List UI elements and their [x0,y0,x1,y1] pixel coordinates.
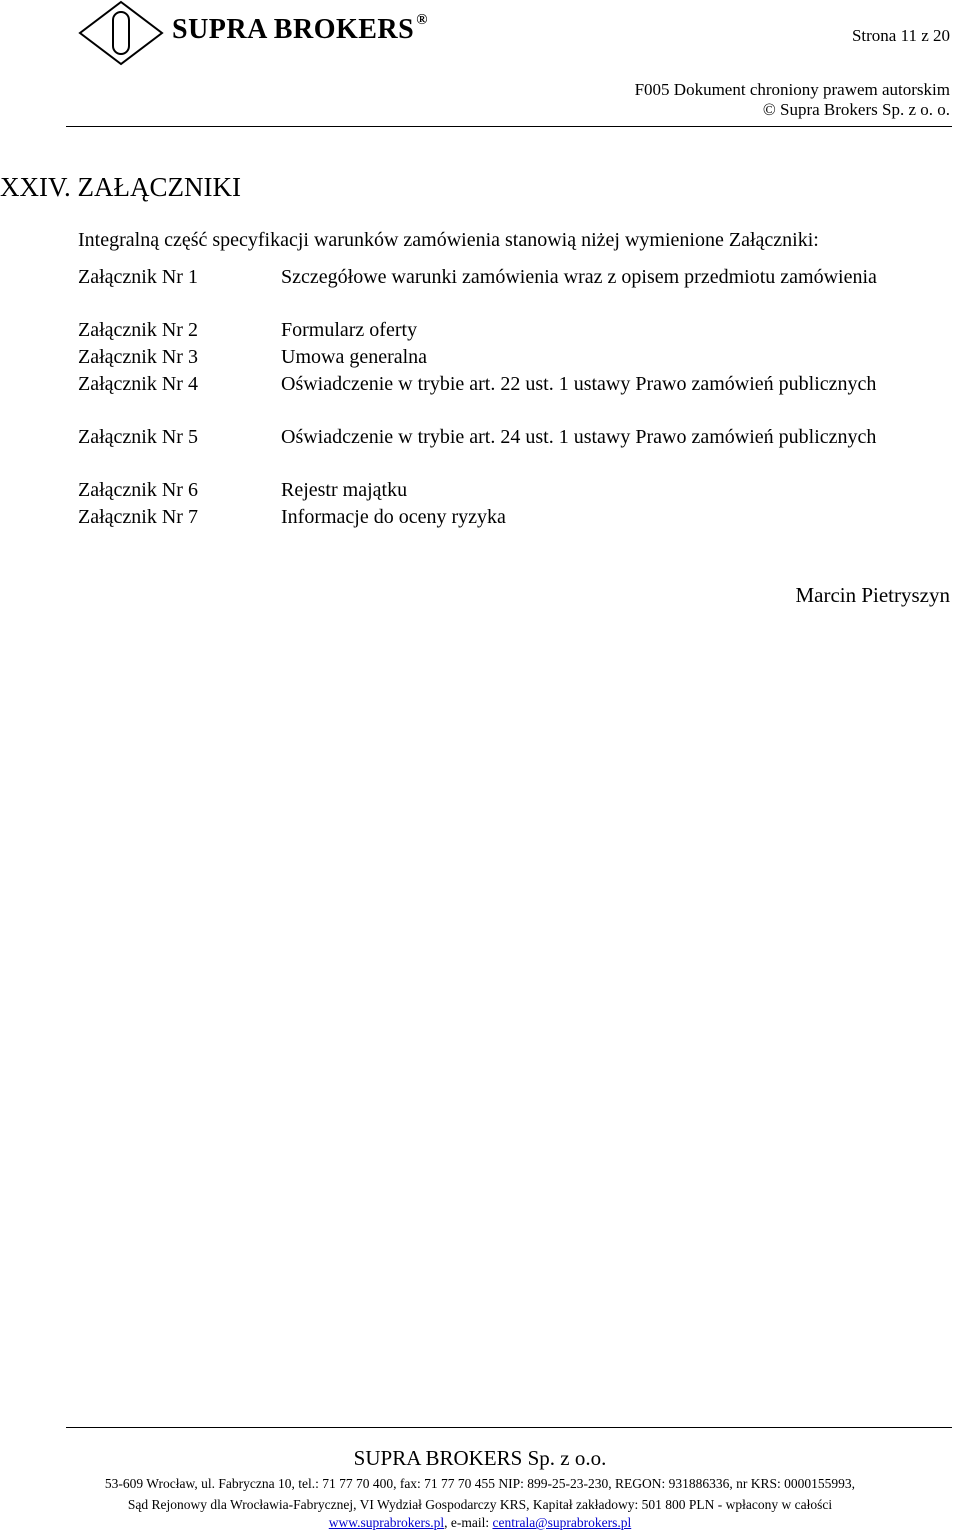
footer-contact [0,1515,960,1531]
section-title: XXIV. ZAŁĄCZNIKI [0,172,241,202]
intro-paragraph: Integralną część specyfikacji warunków zamówienia stanowią niżej wymienione Załączniki: [78,229,819,251]
attachment-label: Załącznik Nr 1 [78,266,198,288]
attachment-description: Oświadczenie w trybie art. 24 ust. 1 ustawy Prawo zamówień publicznych [281,426,877,448]
attachment-description: Umowa generalna [281,346,428,368]
page-number: Strona 11 z 20 [851,26,950,45]
footer-address: 53-609 Wrocław, ul. Fabryczna 10, tel.: 71 77 70 400, fax: 71 77 70 455 NIP: 899-25-23-230, REGON: 931886336, nr KRS: 0000155993, [104,1476,856,1491]
attachment-description: Szczegółowe warunki zamówienia wraz z opisem przedmiotu zamówienia [281,266,877,288]
email-label: , e-mail: [444,1515,493,1530]
attachment-label: Załącznik Nr 3 [78,346,198,368]
signature-name: Marcin Pietryszyn [795,583,950,607]
attachment-description: Formularz oferty [281,319,418,341]
attachment-label: Załącznik Nr 2 [78,319,198,341]
footer-company-name: SUPRA BROKERS Sp. z o.o. [353,1446,607,1470]
copyright-notice-line2: © Supra Brokers Sp. z o. o. [762,100,950,119]
attachment-label: Załącznik Nr 6 [78,479,198,501]
email-link[interactable]: centrala@suprabrokers.pl [492,1515,632,1530]
copyright-notice-line1: F005 Dokument chroniony prawem autorskim [634,80,950,99]
logo-wordmark: SUPRA BROKERS ® [172,12,428,45]
attachment-label: Załącznik Nr 5 [78,426,198,448]
attachment-description: Oświadczenie w trybie art. 22 ust. 1 ustawy Prawo zamówień publicznych [281,373,877,395]
supra-brokers-logo-icon [78,0,164,66]
attachment-label: Załącznik Nr 7 [78,506,198,528]
footer-registration: Sąd Rejonowy dla Wrocławia-Fabrycznej, VI Wydział Gospodarczy KRS, Kapitał zakładowy: 501 800 PLN - wpłacony w całości [127,1497,833,1512]
footer-divider [66,1427,952,1428]
website-link[interactable]: www.suprabrokers.pl [328,1515,445,1530]
header-divider [66,126,952,127]
attachment-description: Informacje do oceny ryzyka [281,506,506,528]
attachment-label: Załącznik Nr 4 [78,373,198,395]
attachment-description: Rejestr majątku [281,479,408,501]
